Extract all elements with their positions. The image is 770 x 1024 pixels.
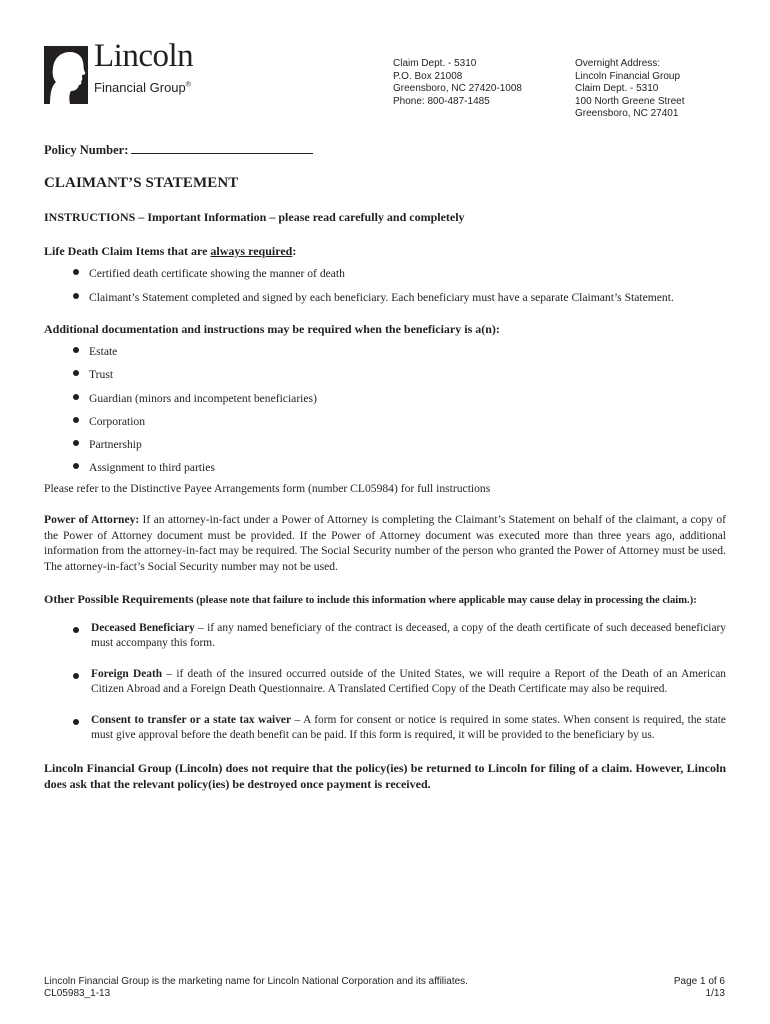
address-line: Claim Dept. - 5310: [575, 83, 659, 94]
marketing-note: Lincoln Financial Group is the marketing name for Lincoln National Corporation and its affiliates.: [44, 976, 468, 987]
list-item: Guardian (minors and incompetent beneficiaries): [73, 392, 317, 405]
list-item: Assignment to third parties: [73, 461, 215, 474]
list-item: Consent to transfer or a state tax waiver – A form for consent or notice is required in some states. When consent is required, the state must give approval before the death benefit can be paid. If this form is required, it will be provided to the beneficiary by us.: [91, 714, 726, 742]
bullet-icon: [73, 417, 79, 423]
registered-mark: ®: [185, 81, 191, 89]
bullet-icon: [73, 394, 79, 400]
power-of-attorney-paragraph: Power of Attorney: If an attorney-in-fact under a Power of Attorney is completing the Claimant’s Statement on behalf of the claimant, a copy of the Power of Attorney document must be provided. If the Power of Attorney document was executed more than three years ago, additional information from the attorney-in-fact may be required. The Social Security number of the person who granted the Power of Attorney must be used. The attorney-in-fact’s Social Security number may not be used.: [44, 513, 726, 573]
footer-right: [674, 976, 725, 1000]
list-item: Deceased Beneficiary – if any named beneficiary of the contract is deceased, a copy of the death certificate of such deceased beneficiary must accompany this form.: [91, 622, 726, 650]
policy-number-row: [44, 143, 313, 158]
instructions-heading: INSTRUCTIONS – Important Information – please read carefully and completely: [44, 210, 465, 224]
list-item: Certified death certificate showing the manner of death: [73, 267, 345, 280]
brand-subtitle: Financial Group®: [94, 80, 191, 95]
list-item: Estate: [73, 345, 117, 358]
policy-number-field[interactable]: [131, 143, 313, 154]
policy-return-note: Lincoln Financial Group (Lincoln) does not require that the policy(ies) be returned to Lincoln for filing of a claim. However, Lincoln does ask that the relevant policy(ies) be destroyed once payment is received.: [44, 761, 726, 791]
bullet-icon: [73, 269, 79, 275]
list-item: Trust: [73, 368, 113, 381]
bullet-icon: [73, 627, 79, 633]
refer-note: Please refer to the Distinctive Payee Arrangements form (number CL05984) for full instructions: [44, 482, 491, 495]
bullet-icon: [73, 673, 79, 679]
bullet-icon: [73, 463, 79, 469]
bullet-icon: [73, 293, 79, 299]
address-line: Claim Dept. - 5310: [393, 58, 477, 69]
brand-name: Lincoln: [94, 38, 194, 74]
address-line: 100 North Greene Street: [575, 95, 685, 107]
page-number: Page 1 of 6: [673, 976, 725, 987]
poa-label: Power of Attorney:: [44, 513, 140, 526]
other-requirements-heading: Other Possible Requirements (please note that failure to include this information where applicable may cause delay in processing the claim.):: [44, 592, 697, 606]
lincoln-profile-icon: [44, 46, 88, 104]
address-line: Overnight Address:: [575, 58, 661, 69]
list-item: Foreign Death – if death of the insured occurred outside of the United States, we will require a Report of the Death of an American Citizen Abroad and a Foreign Death Questionnaire. A Translated Certified Copy of the Death Certificate may also be required.: [91, 668, 726, 696]
bullet-icon: [73, 347, 79, 353]
address-line: P.O. Box 21008: [393, 70, 463, 82]
page-title: CLAIMANT’S STATEMENT: [44, 175, 239, 191]
additional-docs-heading: Additional documentation and instructions may be required when the beneficiary is a(n):: [44, 322, 500, 336]
list-item: Claimant’s Statement completed and signed by each beneficiary. Each beneficiary must have a separate Claimant’s Statement.: [73, 291, 674, 304]
form-number: CL05983_1-13: [44, 988, 111, 999]
address-line: Phone: 800-487-1485: [393, 95, 490, 107]
required-items-heading: Life Death Claim Items that are always required:: [44, 244, 297, 258]
list-item: Partnership: [73, 438, 142, 451]
bullet-icon: [73, 719, 79, 725]
list-item: Corporation: [73, 415, 145, 428]
overnight-address: [575, 58, 685, 121]
policy-number-label: Policy Number:: [44, 143, 129, 157]
bullet-icon: [73, 370, 79, 376]
address-line: Greensboro, NC 27401: [575, 108, 679, 119]
bullet-icon: [73, 440, 79, 446]
revision-date: 1/13: [705, 988, 725, 999]
address-line: Greensboro, NC 27420-1008: [393, 83, 522, 94]
claim-address: [393, 58, 522, 108]
lincoln-logo: [44, 38, 214, 104]
footer-left: [44, 976, 468, 1000]
address-line: Lincoln Financial Group: [575, 70, 681, 82]
